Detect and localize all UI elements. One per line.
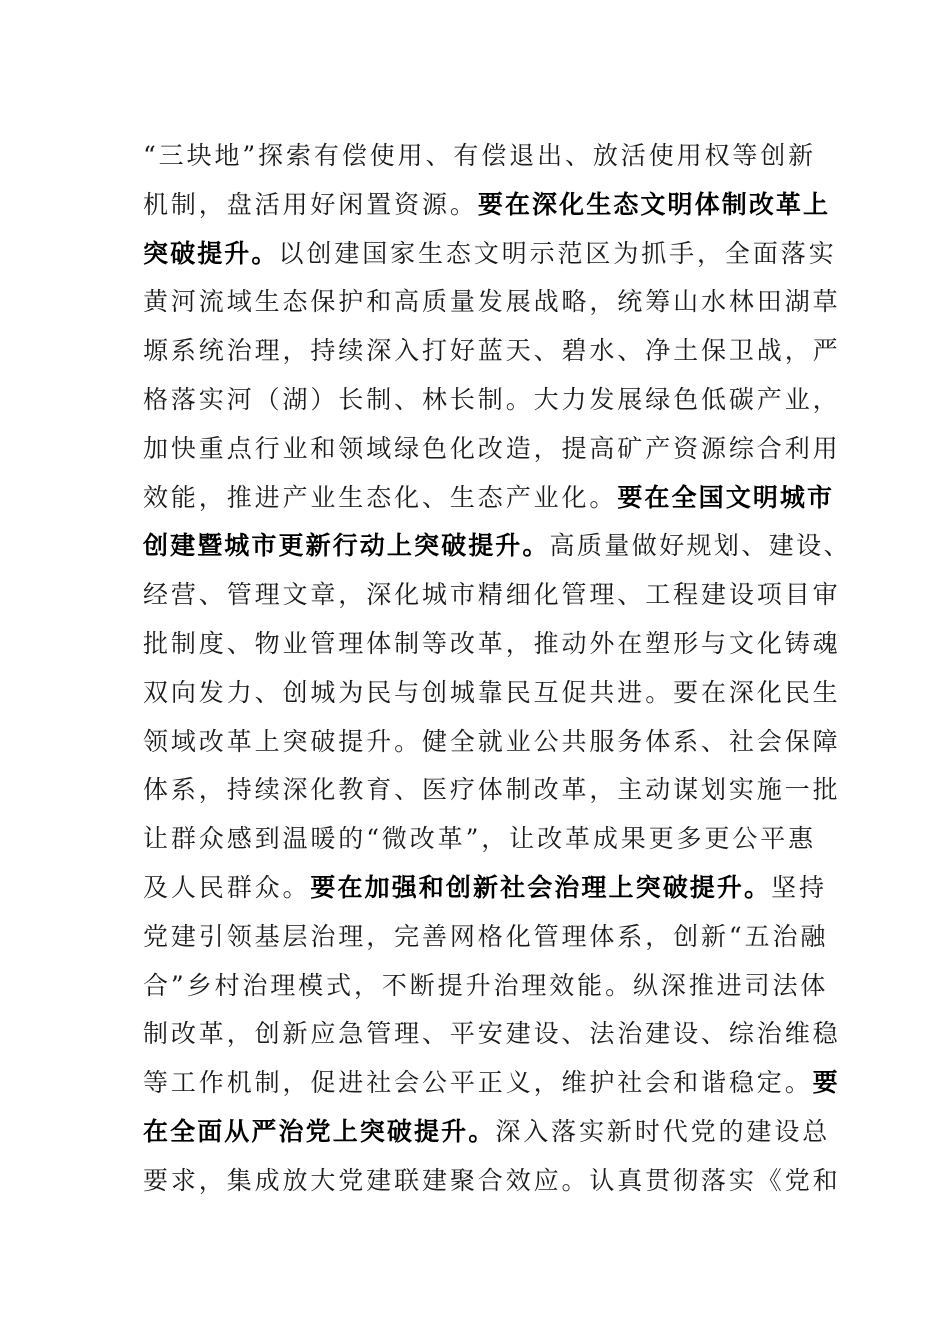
body-text-segment: 深入落实新时代党的建设总: [495, 1117, 831, 1146]
body-text-segment: 及人民群众。: [143, 873, 311, 902]
text-line: [143, 1063, 843, 1103]
body-text-segment: 让群众感到温暖的“微改革”，让改革成果更多更公平惠: [143, 824, 817, 854]
text-line: [143, 966, 843, 1006]
text-line: [143, 282, 843, 322]
body-text-segment: 批制度、物业管理体制等改革，推动外在塑形与文化铸魂: [143, 629, 841, 658]
body-text-segment: 要求，集成放大党建联建聚合效应。认真贯彻落实《党和: [143, 1165, 841, 1195]
bold-heading-text: 在全面从严治党上突破提升。: [143, 1117, 496, 1146]
body-text-segment: 党建引领基层治理，完善网格化管理体系，创新“五治融: [143, 921, 829, 951]
text-line: [143, 185, 843, 225]
text-line: [143, 136, 843, 176]
bold-heading-text: 要在深化生态文明体制改革上: [477, 189, 831, 219]
text-line: [143, 429, 843, 469]
body-text-segment: 双向发力、创城为民与创城靠民互促共进。要在深化民生: [143, 677, 841, 707]
body-text-segment: “三块地”探索有偿使用、有偿退出、放活使用权等创新: [143, 141, 817, 170]
text-line: [143, 526, 851, 566]
body-text-segment: 格落实河（湖）长制、林长制。大力发展绿色低碳产业，: [143, 385, 841, 414]
body-text-segment: 经营、管理文章，深化城市精细化管理、工程建设项目审: [143, 580, 841, 610]
text-line: [143, 1112, 843, 1152]
bold-heading-text: 突破提升。: [143, 238, 279, 268]
body-text-segment: 体系，持续深化教育、医疗体制改革，主动谋划实施一批: [143, 775, 841, 805]
bold-heading-text: 要在加强和创新社会治理上突破提升。: [310, 873, 772, 902]
text-line: [143, 917, 843, 957]
body-text-segment: 高质量做好规划、建设、: [549, 531, 851, 561]
text-line: [143, 819, 843, 859]
text-line: [143, 380, 843, 420]
body-text-segment: 塬系统治理，持续深入打好蓝天、碧水、净土保卫战，严: [143, 336, 841, 366]
bold-heading-text: 创建暨城市更新行动上突破提升。: [143, 531, 550, 561]
body-text-segment: 机制，盘活用好闲置资源。: [143, 189, 478, 219]
text-line: [143, 1161, 843, 1201]
text-line: [143, 624, 843, 664]
body-text-segment: 坚持: [771, 873, 827, 902]
body-text-segment: 以创建国家生态文明示范区为抓手，全面落实: [278, 238, 837, 268]
text-line: [143, 673, 843, 713]
text-line: [143, 722, 843, 762]
body-text-segment: 领域改革上突破提升。健全就业公共服务体系、社会保障: [143, 726, 841, 756]
text-line: [143, 770, 843, 810]
body-text-segment: 效能，推进产业生态化、生态产业化。: [143, 482, 618, 512]
body-text-segment: 制改革，创新应急管理、平安建设、法治建设、综治维稳: [143, 1019, 841, 1049]
text-line: [143, 868, 843, 908]
bold-heading-text: 要: [812, 1068, 840, 1098]
body-text-segment: 等工作机制，促进社会公平正义，维护社会和谐稳定。: [143, 1068, 813, 1098]
bold-heading-text: 要在全国文明城市: [617, 482, 835, 512]
text-line: [143, 234, 843, 274]
text-line: [143, 331, 843, 371]
body-text-segment: 黄河流域生态保护和高质量发展战略，统筹山水林田湖草: [143, 287, 841, 317]
text-line: [143, 575, 843, 615]
text-line: [143, 478, 843, 518]
body-text-segment: 合”乡村治理模式，不断提升治理效能。纵深推进司法体: [143, 970, 829, 1000]
text-line: [143, 1014, 843, 1054]
body-text-segment: 加快重点行业和领域绿色化改造，提高矿产资源综合利用: [143, 433, 841, 463]
